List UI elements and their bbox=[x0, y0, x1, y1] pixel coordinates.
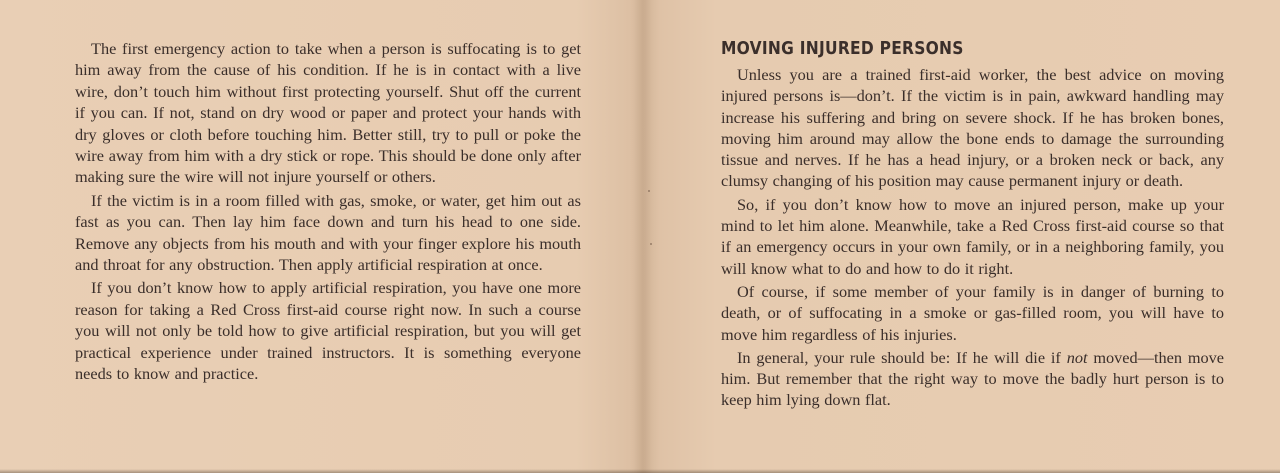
right-paragraph-4 bbox=[721, 347, 1224, 411]
left-page bbox=[75, 38, 581, 387]
right-paragraph-3: Of course, if some member of your family is in danger of burning to death, or of suffocating in a smoke or gas-filled room, you will have to move him regardless of his injuries. bbox=[721, 281, 1224, 344]
rule-text-end: moved—then move him. But remember that the right way to move the badly hurt person is to keep him lying down flat. bbox=[721, 347, 1225, 410]
section-heading: MOVING INJURED PERSONS bbox=[721, 38, 964, 59]
right-paragraph-2: So, if you don’t know how to move an injured person, make up your mind to let him alone. Meanwhile, take a Red Cross first-aid course so that if an emergency occurs in your own family, or in a neighboring family, you will know what to do and how to do it right. bbox=[721, 194, 1224, 278]
emphasis-not: not bbox=[1066, 347, 1088, 367]
left-paragraph-1: The first emergency action to take when a person is suffocating is to get him away from the cause of his condition. If he is in contact with a live wire, don’t touch him without first protecting yourself. Shut off the current if you can. If not, stand on dry wood or paper and protect your hands with dry gloves or cloth before touching him. Better still, try to pull or poke the wire away from him with a dry stick or rope. This should be done only after making sure the wire will not injure yourself or others. bbox=[75, 39, 581, 187]
book-gutter bbox=[630, 0, 660, 473]
right-page bbox=[721, 38, 1224, 413]
right-paragraph-1: Unless you are a trained first-aid worker, the best advice on moving injured persons is—don’t. If the victim is in pain, awkward handling may increase his suffering and bring on severe shock. If he has broken bones, moving him around may allow the bone ends to damage the surrounding tissue and nerves. If he has a head injury, or a broken neck or back, any clumsy changing of his position may cause permanent injury or death. bbox=[721, 65, 1224, 191]
left-paragraph-3: If you don’t know how to apply artificial respiration, you have one more reason for taking a Red Cross first-aid course right now. In such a course you will not only be told how to give artificial respiration, but you will get practical experience under trained instructors. It is something everyone needs to know and practice. bbox=[75, 278, 581, 384]
paper-speck bbox=[648, 190, 650, 192]
page-bottom-edge bbox=[0, 469, 1280, 473]
left-paragraph-2: If the victim is in a room filled with gas, smoke, or water, get him out as fast as you can. Then lay him face down and turn his head to one side. Remove any objects from his mouth and with your finger explore his mouth and throat for any obstruction. Then apply artificial respiration at once. bbox=[75, 190, 581, 275]
paper-speck bbox=[650, 243, 652, 245]
rule-text-start: In general, your rule should be: If he will die if bbox=[737, 347, 1067, 367]
